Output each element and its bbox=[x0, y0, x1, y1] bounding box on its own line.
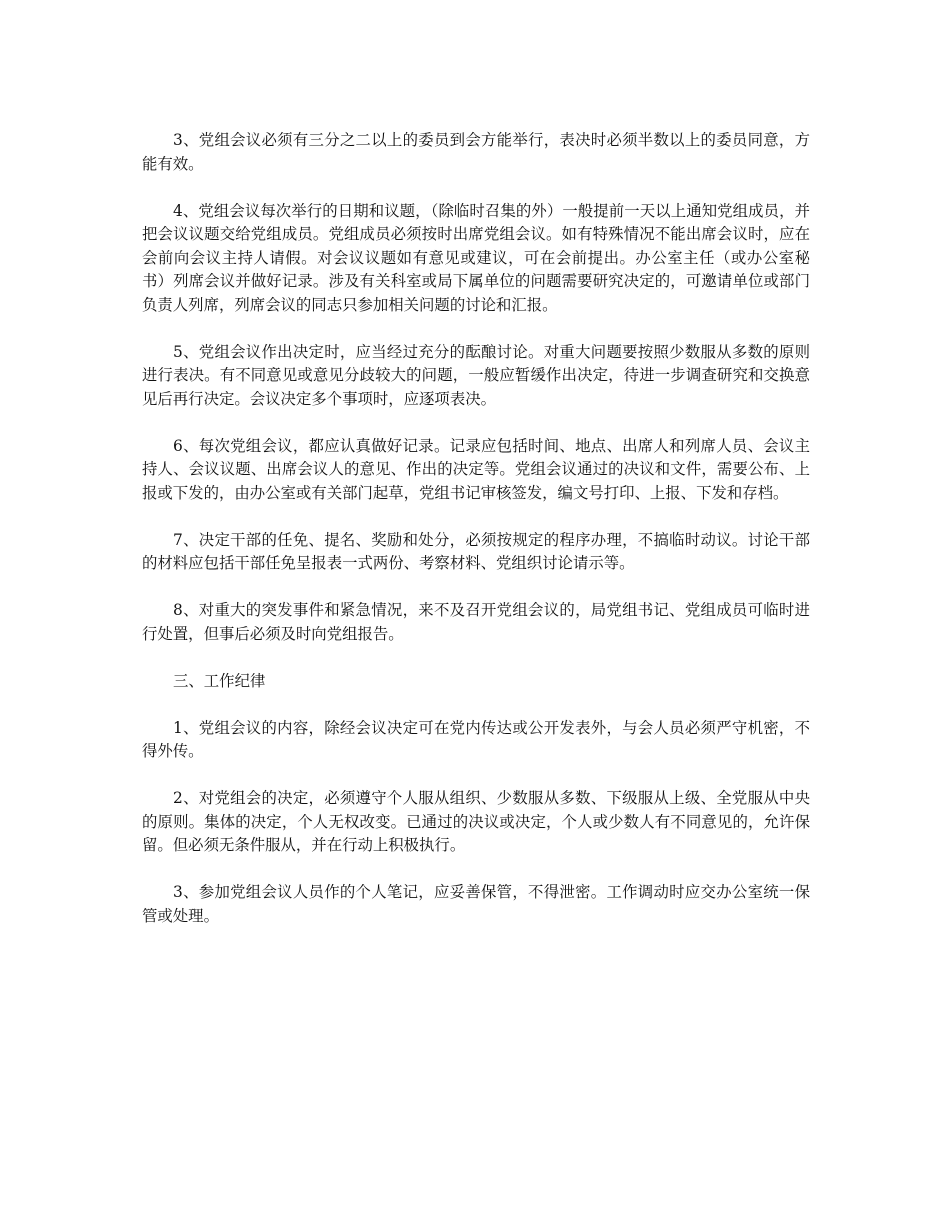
paragraph-discipline-3-personal-notes: 3、参加党组会议人员作的个人笔记，应妥善保管，不得泄密。工作调动时应交办公室统一保管或处理。 bbox=[142, 883, 810, 925]
paragraph-item-6-meeting-records: 6、每次党组会议，都应认真做好记录。记录应包括时间、地点、出席人和列席人员、会议主持人、会议议题、出席会议人的意见、作出的决定等。党组会议通过的决议和文件，需要公布、上报或下发的，由办公室或有关部门起草，党组书记审核签发，编文号打印、上报、下发和存档。 bbox=[142, 436, 810, 502]
paragraph-item-7-cadre-decisions: 7、决定干部的任免、提名、奖励和处分，必须按规定的程序办理，不搞临时动议。讨论干部的材料应包括干部任免呈报表一式两份、考察材料、党组织讨论请示等。 bbox=[142, 530, 810, 572]
document-body bbox=[142, 129, 810, 952]
paragraph-discipline-2-obey-decisions: 2、对党组会的决定，必须遵守个人服从组织、少数服从多数、下级服从上级、全党服从中央的原则。集体的决定，个人无权改变。已通过的决议或决定，个人或少数人有不同意见的，允许保留。但必须无条件服从，并在行动上积极执行。 bbox=[142, 789, 810, 854]
paragraph-item-3-quorum: 3、党组会议必须有三分之二以上的委员到会方能举行，表决时必须半数以上的委员同意，方能有效。 bbox=[142, 131, 810, 173]
paragraph-item-8-emergency-handling: 8、对重大的突发事件和紧急情况，来不及召开党组会议的，局党组书记、党组成员可临时进行处置，但事后必须及时向党组报告。 bbox=[142, 601, 810, 643]
paragraph-item-5-decision-voting: 5、党组会议作出决定时，应当经过充分的酝酿讨论。对重大问题要按照少数服从多数的原则进行表决。有不同意见或意见分歧较大的问题，一般应暂缓作出决定，待进一步调查研究和交换意见后再行决定。会议决定多个事项时，应逐项表决。 bbox=[142, 342, 810, 408]
paragraph-item-4-agenda-notice: 4、党组会议每次举行的日期和议题，（除临时召集的外）一般提前一天以上通知党组成员，并把会议议题交给党组成员。党组成员必须按时出席党组会议。如有特殊情况不能出席会议时，应在会前向会议主持人请假。对会议议题如有意见或建议，可在会前提出。办公室主任（或办公室秘书）列席会议并做好记录。涉及有关科室或局下属单位的问题需要研究决定的，可邀请单位或部门负责人列席，列席会议的同志只参加相关问题的讨论和汇报。 bbox=[142, 201, 810, 314]
section-heading-work-discipline: 三、工作纪律 bbox=[173, 671, 266, 690]
paragraph-discipline-1-confidentiality: 1、党组会议的内容，除经会议决定可在党内传达或公开发表外，与会人员必须严守机密，不得外传。 bbox=[142, 718, 810, 760]
